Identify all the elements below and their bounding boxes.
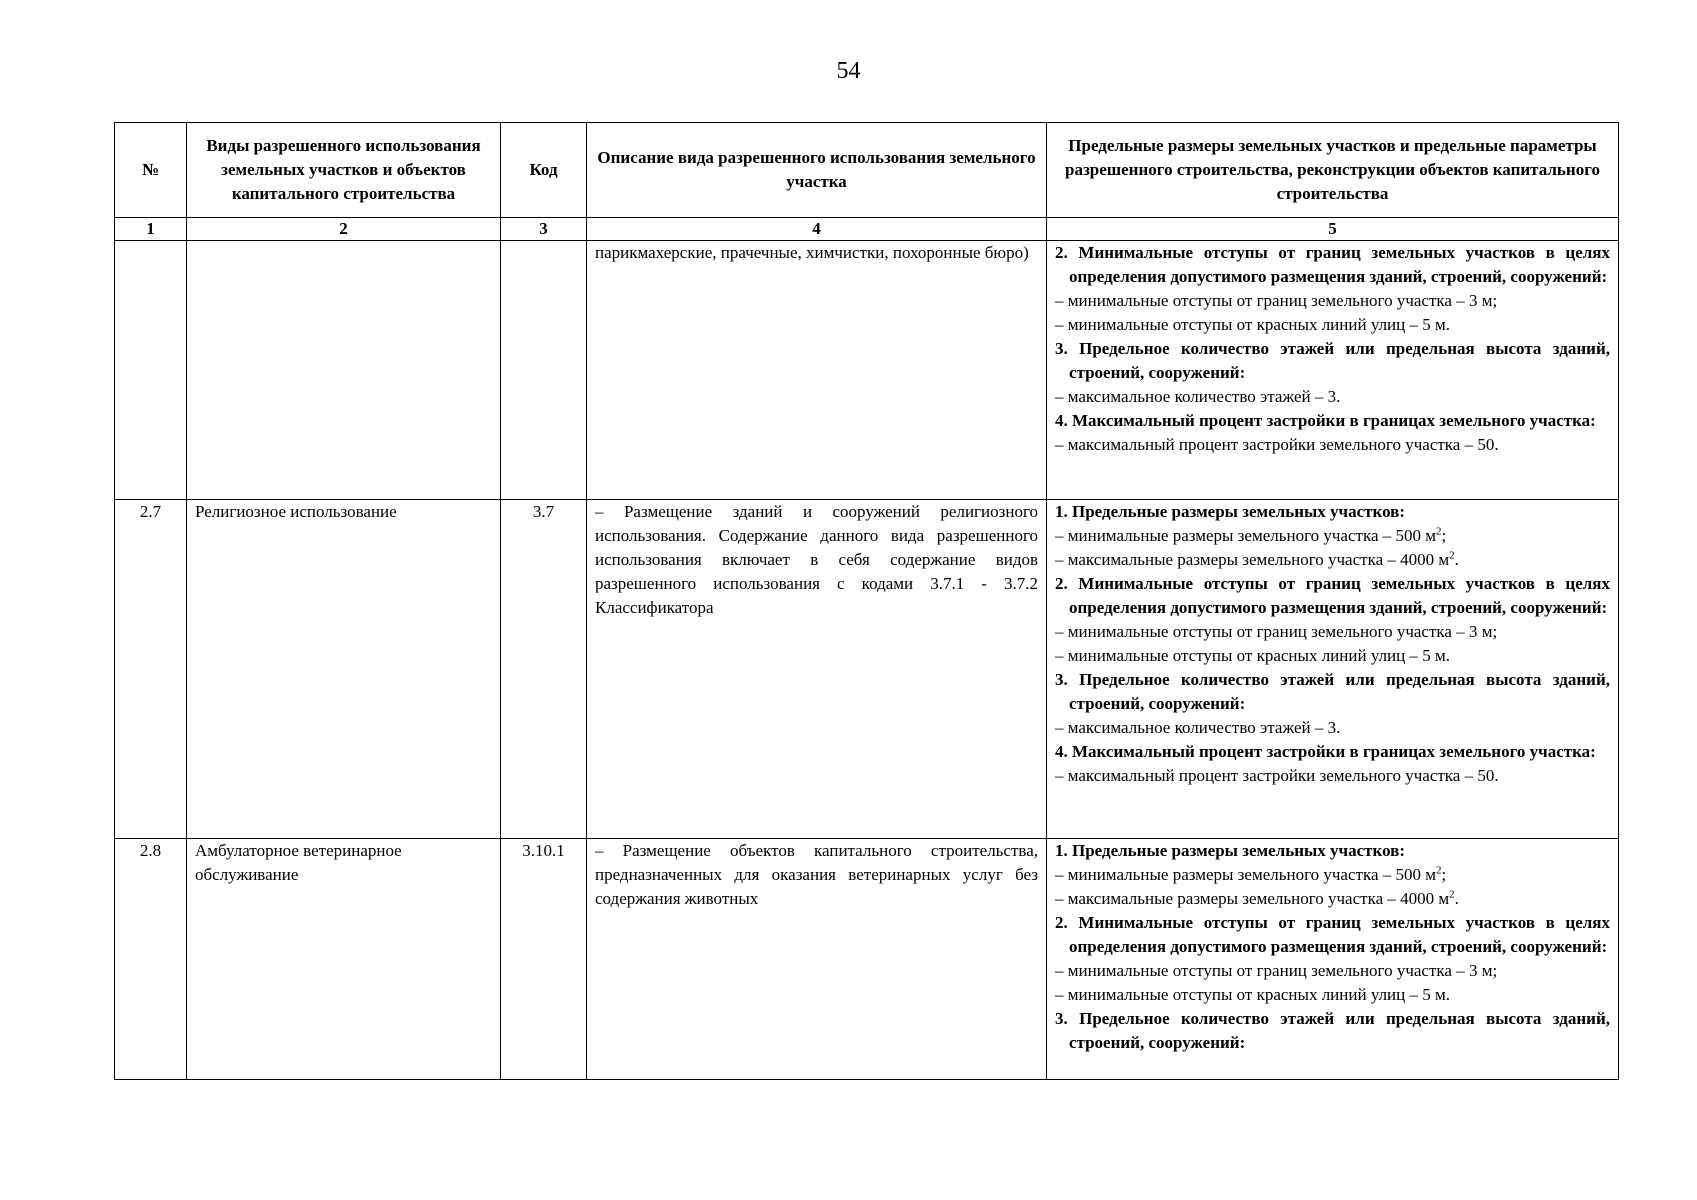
row-number	[115, 241, 187, 500]
row-code: 3.7	[501, 500, 587, 839]
parameter-item	[1055, 764, 1610, 788]
parameter-text: 1. Предельные размеры земельных участков:	[1055, 502, 1406, 521]
parameter-text: – минимальные отступы от границ земельного участка – 3 м;	[1055, 622, 1498, 641]
row-number: 2.8	[115, 839, 187, 1080]
header-use-type: Виды разрешенного использования земельных участков и объектов капитального строительства	[187, 123, 501, 218]
parameter-item	[1055, 289, 1610, 313]
row-description: парикмахерские, прачечные, химчистки, похоронные бюро)	[587, 241, 1047, 500]
header-number: №	[115, 123, 187, 218]
page-number: 54	[836, 58, 861, 84]
table-row	[115, 500, 1619, 839]
parameter-item	[1055, 313, 1610, 337]
row-use-type: Религиозное использование	[187, 500, 501, 839]
parameter-text: 2. Минимальные отступы от границ земельных участков в целях определения допустимого размещения зданий, строений, сооружений:	[1055, 574, 1610, 617]
header-parameters: Предельные размеры земельных участков и предельные параметры разрешенного строительства, реконструкции объектов капитального строительства	[1047, 123, 1619, 218]
row-parameters	[1047, 241, 1619, 500]
superscript: 2	[1449, 888, 1455, 901]
parameter-heading	[1055, 911, 1610, 959]
parameter-heading	[1055, 1007, 1610, 1055]
parameter-text: – максимальный процент застройки земельного участка – 50.	[1055, 766, 1499, 785]
parameter-text: – минимальные отступы от красных линий улиц – 5 м.	[1055, 985, 1451, 1004]
parameter-heading	[1055, 409, 1610, 433]
parameter-text: 3. Предельное количество этажей или предельная высота зданий, строений, сооружений:	[1055, 339, 1610, 382]
parameter-item	[1055, 524, 1610, 548]
column-number: 1	[115, 218, 187, 241]
land-use-table	[114, 122, 1619, 1080]
parameter-text: 2. Минимальные отступы от границ земельных участков в целях определения допустимого размещения зданий, строений, сооружений:	[1055, 243, 1610, 286]
header-code: Код	[501, 123, 587, 218]
row-parameters	[1047, 500, 1619, 839]
parameter-text: 3. Предельное количество этажей или предельная высота зданий, строений, сооружений:	[1055, 1009, 1610, 1052]
parameter-item	[1055, 548, 1610, 572]
parameter-heading	[1055, 572, 1610, 620]
row-code: 3.10.1	[501, 839, 587, 1080]
parameter-heading	[1055, 241, 1610, 289]
parameter-item	[1055, 433, 1610, 457]
parameter-text: 1. Предельные размеры земельных участков:	[1055, 841, 1406, 860]
parameter-text: 2. Минимальные отступы от границ земельных участков в целях определения допустимого размещения зданий, строений, сооружений:	[1055, 913, 1610, 956]
row-code	[501, 241, 587, 500]
header-description: Описание вида разрешенного использования земельного участка	[587, 123, 1047, 218]
parameter-text: 3. Предельное количество этажей или предельная высота зданий, строений, сооружений:	[1055, 670, 1610, 713]
parameter-text: – максимальный процент застройки земельного участка – 50.	[1055, 435, 1499, 454]
punctuation: ;	[1441, 526, 1447, 545]
column-number: 5	[1047, 218, 1619, 241]
parameter-text: – минимальные размеры земельного участка – 500 м	[1055, 865, 1437, 884]
punctuation: .	[1454, 889, 1459, 908]
parameter-text: – минимальные отступы от красных линий улиц – 5 м.	[1055, 315, 1451, 334]
parameter-item	[1055, 385, 1610, 409]
row-description: – Размещение зданий и сооружений религиозного использования. Содержание данного вида разрешенного использования включает в себя содержание видов разрешенного использования с кодами 3.7.1 - 3.7.2 Классификатора	[587, 500, 1047, 839]
row-number: 2.7	[115, 500, 187, 839]
table-row	[115, 839, 1619, 1080]
parameter-heading	[1055, 500, 1610, 524]
parameter-text: – максимальные размеры земельного участка – 4000 м	[1055, 889, 1450, 908]
parameter-item	[1055, 620, 1610, 644]
parameter-text: – максимальные размеры земельного участка – 4000 м	[1055, 550, 1450, 569]
column-number: 2	[187, 218, 501, 241]
header-row	[115, 123, 1619, 218]
row-use-type	[187, 241, 501, 500]
superscript: 2	[1436, 864, 1442, 877]
row-use-type: Амбулаторное ветеринарное обслуживание	[187, 839, 501, 1080]
parameter-text: – минимальные отступы от границ земельного участка – 3 м;	[1055, 961, 1498, 980]
superscript: 2	[1436, 525, 1442, 538]
parameter-item	[1055, 863, 1610, 887]
parameter-text: 4. Максимальный процент застройки в границах земельного участка:	[1055, 411, 1596, 430]
parameter-heading	[1055, 740, 1610, 764]
parameter-heading	[1055, 668, 1610, 716]
parameter-item	[1055, 959, 1610, 983]
parameter-text: – максимальное количество этажей – 3.	[1055, 718, 1341, 737]
parameter-item	[1055, 983, 1610, 1007]
column-number: 4	[587, 218, 1047, 241]
parameter-item	[1055, 716, 1610, 740]
punctuation: .	[1454, 550, 1459, 569]
parameter-item	[1055, 887, 1610, 911]
column-number: 3	[501, 218, 587, 241]
parameter-item	[1055, 644, 1610, 668]
parameter-heading	[1055, 839, 1610, 863]
column-number-row	[115, 218, 1619, 241]
table-row	[115, 241, 1619, 500]
parameter-text: – минимальные отступы от границ земельного участка – 3 м;	[1055, 291, 1498, 310]
row-description: – Размещение объектов капитального строительства, предназначенных для оказания ветеринарных услуг без содержания животных	[587, 839, 1047, 1080]
parameter-text: – максимальное количество этажей – 3.	[1055, 387, 1341, 406]
parameter-text: – минимальные размеры земельного участка – 500 м	[1055, 526, 1437, 545]
parameter-heading	[1055, 337, 1610, 385]
superscript: 2	[1449, 549, 1455, 562]
parameter-text: 4. Максимальный процент застройки в границах земельного участка:	[1055, 742, 1596, 761]
punctuation: ;	[1441, 865, 1447, 884]
row-parameters	[1047, 839, 1619, 1080]
parameter-text: – минимальные отступы от красных линий улиц – 5 м.	[1055, 646, 1451, 665]
